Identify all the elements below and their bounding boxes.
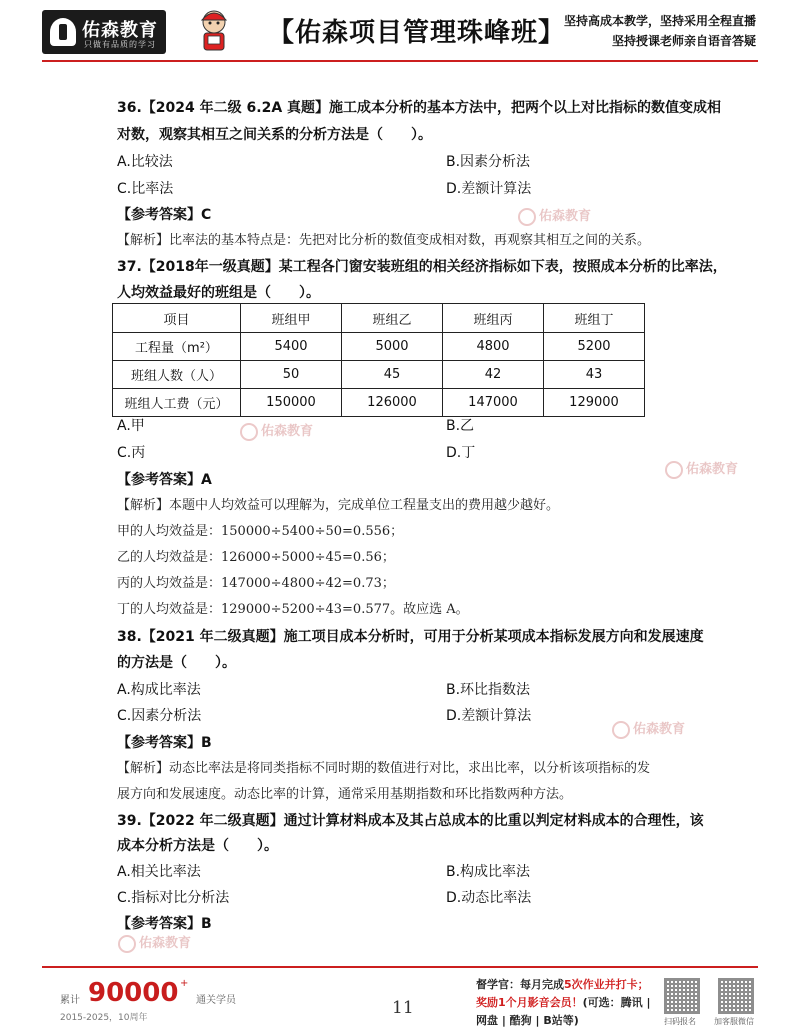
table-cell: 5200: [544, 333, 645, 361]
q37-option-d: D.丁: [446, 445, 476, 461]
watermark-seal-icon: [518, 208, 536, 226]
q38-option-d: D.差额计算法: [446, 708, 532, 724]
footer-cumulative-label: 累计: [60, 995, 80, 1006]
q39-option-a: A.相关比率法: [117, 864, 201, 880]
watermark-2: 佑森教育: [240, 420, 313, 441]
qr-caption-1: 扫码报名: [664, 1017, 696, 1026]
watermark-seal-icon: [612, 721, 630, 739]
table-row: [113, 333, 645, 361]
table-cell: 43: [544, 361, 645, 389]
q38-option-c: C.因素分析法: [117, 708, 202, 724]
q39-option-c: C.指标对比分析法: [117, 890, 230, 906]
q38-analysis-line-2: 展方向和发展速度。动态比率的计算，通常采用基期指数和环比指数两种方法。: [117, 787, 573, 802]
q37-option-a: A.甲: [117, 418, 145, 434]
table-header-row: [113, 304, 645, 333]
q37-stem-line-2: 人均效益最好的班组是（ ）。: [117, 285, 320, 301]
footer-promo-line-1: 督学官：每月完成5次作业并打卡；: [476, 978, 649, 991]
q36-option-a: A.比较法: [117, 154, 173, 170]
q39-answer: 【参考答案】B: [117, 916, 212, 932]
table-header-cell: 班组丙: [443, 304, 544, 333]
qr-code-icon[interactable]: [718, 978, 754, 1014]
watermark-1: 佑森教育: [518, 205, 591, 226]
watermark-seal-icon: [665, 461, 683, 479]
footer-years: 2015-2025，10周年: [60, 1013, 148, 1023]
q37-option-c: C.丙: [117, 445, 146, 461]
page-title: 【佑森项目管理珠峰班】: [268, 18, 566, 48]
table-cell: 147000: [443, 389, 544, 417]
table-header-cell: 班组甲: [241, 304, 342, 333]
watermark-4: 佑森教育: [612, 718, 685, 739]
footer-promo-line-3: 网盘 | 酷狗 | B站等): [476, 1014, 579, 1027]
q38-stem-line-2: 的方法是（ ）。: [117, 655, 236, 671]
table-header-cell: 班组乙: [342, 304, 443, 333]
q36-stem-line-1: 36.【2024 年二级 6.2A 真题】施工成本分析的基本方法中，把两个以上对比指标的数值变成相: [117, 100, 722, 116]
q36-option-b: B.因素分析法: [446, 154, 531, 170]
watermark-5: 佑森教育: [118, 932, 191, 953]
table-cell: 5000: [342, 333, 443, 361]
table-cell: 150000: [241, 389, 342, 417]
q38-option-b: B.环比指数法: [446, 682, 531, 698]
table-cell: 班组人数（人）: [113, 361, 241, 389]
logo-mark-icon: [50, 18, 76, 46]
table-cell: 126000: [342, 389, 443, 417]
header-divider: [42, 60, 758, 62]
table-cell: 50: [241, 361, 342, 389]
q37-analysis-line-4: 丙的人均效益是：147000÷4800÷42=0.73；: [117, 576, 395, 591]
watermark-seal-icon: [118, 935, 136, 953]
qr-caption-2: 加客服微信: [714, 1017, 754, 1026]
q38-stem-line-1: 38.【2021 年二级真题】施工项目成本分析时，可用于分析某项成本指标发展方向和发展速度: [117, 629, 704, 645]
table-cell: 45: [342, 361, 443, 389]
table-cell: 129000: [544, 389, 645, 417]
qr-code-icon[interactable]: [664, 978, 700, 1014]
q37-option-b: B.乙: [446, 418, 475, 434]
logo-text: 佑森教育: [82, 20, 158, 41]
footer-plus: +: [180, 978, 189, 989]
q39-option-b: B.构成比率法: [446, 864, 531, 880]
q36-stem-line-2: 对数，观察其相互之间关系的分析方法是（ ）。: [117, 127, 432, 143]
table-cell: 42: [443, 361, 544, 389]
q38-analysis-line-1: 【解析】动态比率法是将同类指标不同时期的数值进行对比，求出比率，以分析该项指标的发: [117, 761, 651, 776]
q37-analysis-line-3: 乙的人均效益是：126000÷5000÷45=0.56；: [117, 550, 395, 565]
table-cell: 4800: [443, 333, 544, 361]
footer-promo-line-2: 奖励1个月影音会员！(可选：腾讯 |: [476, 996, 651, 1009]
footer-student-count: 90000: [88, 978, 179, 1008]
watermark-3: 佑森教育: [665, 458, 738, 479]
q39-option-d: D.动态比率法: [446, 890, 532, 906]
page-number: 11: [392, 998, 414, 1018]
table-cell: 班组人工费（元）: [113, 389, 241, 417]
q37-analysis-line-1: 【解析】本题中人均效益可以理解为，完成单位工程量支出的费用越少越好。: [117, 498, 560, 513]
watermark-seal-icon: [240, 423, 258, 441]
table-header-cell: 班组丁: [544, 304, 645, 333]
q36-option-c: C.比率法: [117, 181, 174, 197]
q36-analysis: 【解析】比率法的基本特点是：先把对比分析的数值变成相对数，再观察其相互之间的关系。: [117, 233, 651, 248]
q37-data-table: [112, 303, 645, 417]
q39-stem-line-2: 成本分析方法是（ ）。: [117, 838, 278, 854]
q38-option-a: A.构成比率法: [117, 682, 201, 698]
q37-stem-line-1: 37.【2018年一级真题】某工程各门窗安装班组的相关经济指标如下表，按照成本分析的比率法，: [117, 259, 727, 275]
table-cell: 5400: [241, 333, 342, 361]
footer-divider: [42, 966, 758, 968]
q39-stem-line-1: 39.【2022 年二级真题】通过计算材料成本及其占总成本的比重以判定材料成本的合理性，该: [117, 813, 704, 829]
table-cell: 工程量（m²）: [113, 333, 241, 361]
q37-analysis-line-2: 甲的人均效益是：150000÷5400÷50=0.556；: [117, 524, 404, 539]
q37-answer: 【参考答案】A: [117, 472, 212, 488]
footer-pass-label: 通关学员: [196, 995, 236, 1006]
table-row: [113, 361, 645, 389]
q38-answer: 【参考答案】B: [117, 735, 212, 751]
logo-subtitle: 只做有品质的学习: [84, 40, 156, 49]
mascot-icon: [196, 8, 232, 54]
q37-analysis-line-5: 丁的人均效益是：129000÷5200÷43=0.577。故应选 A。: [117, 602, 469, 617]
brand-logo: [42, 10, 166, 54]
table-row: [113, 389, 645, 417]
q36-option-d: D.差额计算法: [446, 181, 532, 197]
table-header-cell: 项目: [113, 304, 241, 333]
slogan-line-2: 坚持授课老师亲自语音答疑: [611, 34, 756, 48]
slogan-line-1: 坚持高成本教学，坚持采用全程直播: [563, 14, 756, 28]
q36-answer: 【参考答案】C: [117, 207, 212, 223]
